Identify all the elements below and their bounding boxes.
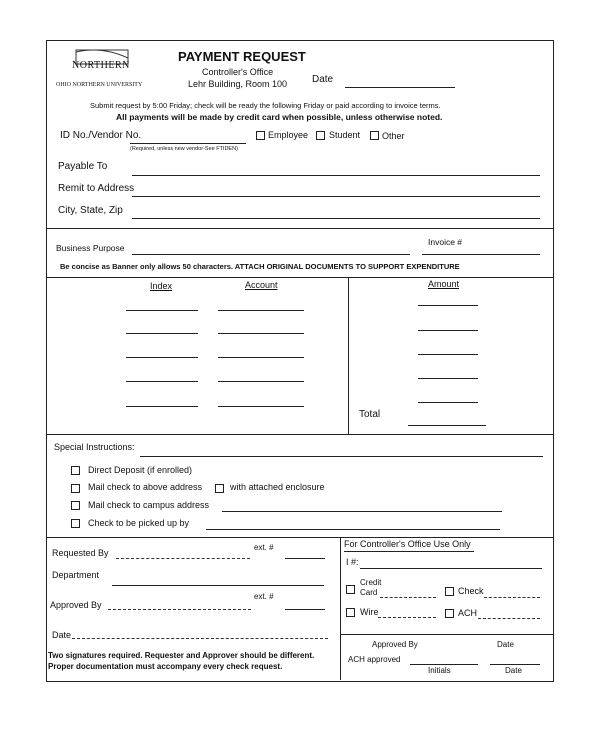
check-field[interactable]	[484, 597, 540, 598]
amount-header: Amount	[428, 279, 460, 289]
initials-label: Initials	[428, 666, 451, 675]
ext-field-1[interactable]	[285, 558, 325, 559]
divider-2	[46, 277, 553, 278]
approved-by-office-label: Approved By	[372, 640, 418, 649]
university-logo	[56, 48, 156, 94]
ach-checkbox[interactable]	[445, 609, 454, 618]
amount-field-3[interactable]	[418, 354, 478, 355]
page-title: PAYMENT REQUEST	[178, 49, 306, 64]
approved-by-field[interactable]	[108, 609, 251, 610]
index-field-3[interactable]	[126, 357, 198, 358]
amount-field-2[interactable]	[418, 330, 478, 331]
divider-4	[46, 537, 553, 538]
city-field[interactable]	[132, 218, 540, 219]
invoice-label: Invoice #	[428, 237, 463, 247]
ach-field[interactable]	[478, 618, 540, 619]
student-checkbox[interactable]	[316, 131, 325, 140]
direct-deposit-label: Direct Deposit (if enrolled)	[88, 465, 193, 475]
total-label: Total	[359, 409, 381, 420]
business-purpose-field[interactable]	[132, 254, 410, 255]
employee-label: Employee	[268, 130, 309, 140]
total-field[interactable]	[408, 425, 486, 426]
footer-line-2: Proper documentation must accompany every check request.	[48, 662, 283, 671]
index-field-4[interactable]	[126, 381, 198, 382]
ach-approved-field[interactable]	[410, 664, 478, 665]
id-vendor-hint: (Required, unless new vendor-See FTIDEN)	[130, 146, 238, 152]
department-field[interactable]	[112, 585, 324, 586]
pickup-field[interactable]	[206, 529, 500, 530]
wire-checkbox[interactable]	[346, 608, 355, 617]
index-field-5[interactable]	[126, 406, 198, 407]
other-checkbox[interactable]	[370, 131, 379, 140]
amount-field-1[interactable]	[418, 305, 478, 306]
credit-card-checkbox[interactable]	[346, 585, 355, 594]
remit-to-field[interactable]	[132, 196, 540, 197]
ach-label: ACH	[458, 608, 478, 618]
employee-checkbox[interactable]	[256, 131, 265, 140]
office-name: Controller's Office	[202, 67, 274, 77]
other-label: Other	[382, 131, 405, 141]
mail-campus-field[interactable]	[222, 511, 502, 512]
check-label: Check	[458, 586, 484, 596]
mail-campus-checkbox[interactable]	[71, 501, 80, 510]
submit-note: Submit request by 5:00 Friday; check will be ready the following Friday or paid according to invoice terms.	[90, 101, 441, 110]
special-instructions-label: Special Instructions:	[54, 442, 135, 452]
index-field-2[interactable]	[126, 333, 198, 334]
account-header: Account	[245, 280, 278, 290]
date-col-label: Date	[497, 640, 514, 649]
amount-field-5[interactable]	[418, 402, 478, 403]
student-label: Student	[329, 130, 361, 140]
account-field-4[interactable]	[218, 381, 304, 382]
office-use-title-underline	[344, 551, 474, 552]
remit-to-label: Remit to Address	[58, 183, 135, 194]
date-bottom-label: Date	[505, 666, 522, 675]
invoice-field[interactable]	[422, 254, 540, 255]
requested-by-label: Requested By	[52, 548, 109, 558]
index-header: Index	[150, 281, 173, 291]
approved-by-label: Approved By	[50, 600, 102, 610]
concise-note: Be concise as Banner only allows 50 characters. ATTACH ORIGINAL DOCUMENTS TO SUPPORT EXPENDITURE	[60, 262, 460, 271]
mail-campus-label: Mail check to campus address	[88, 500, 210, 510]
date-field[interactable]	[345, 87, 455, 88]
credit-card-label-line2: Card	[360, 588, 378, 597]
logo-word: NORTHERN	[72, 60, 130, 71]
office-use-title: For Controller's Office Use Only	[344, 539, 471, 549]
if-field[interactable]	[360, 568, 542, 569]
divider-3	[46, 434, 553, 435]
direct-deposit-checkbox[interactable]	[71, 466, 80, 475]
id-vendor-field[interactable]	[130, 143, 246, 144]
account-field-3[interactable]	[218, 357, 304, 358]
requested-by-field[interactable]	[116, 558, 250, 559]
account-field-2[interactable]	[218, 333, 304, 334]
credit-card-label-line1: Credit	[360, 578, 382, 587]
department-label: Department	[52, 570, 100, 580]
credit-card-field[interactable]	[380, 597, 436, 598]
divider-1	[46, 228, 553, 229]
wire-field[interactable]	[378, 617, 436, 618]
account-field-1[interactable]	[218, 310, 304, 311]
special-instructions-field[interactable]	[140, 456, 543, 457]
payable-to-label: Payable To	[58, 161, 108, 172]
enclosure-checkbox[interactable]	[215, 484, 224, 493]
date-sign-field[interactable]	[72, 638, 328, 639]
account-field-5[interactable]	[218, 406, 304, 407]
amount-column-divider	[348, 277, 349, 434]
office-location: Lehr Building, Room 100	[188, 79, 288, 89]
amount-field-4[interactable]	[418, 378, 478, 379]
divider-5	[340, 634, 553, 635]
office-column-divider	[340, 537, 341, 680]
ext-label-1: ext. #	[254, 543, 274, 552]
wire-label: Wire	[360, 607, 379, 617]
ach-date-field[interactable]	[490, 664, 540, 665]
enclosure-label: with attached enclosure	[230, 482, 325, 492]
ext-label-2: ext. #	[254, 592, 274, 601]
index-field-1[interactable]	[126, 310, 198, 311]
ext-field-2[interactable]	[285, 609, 325, 610]
payable-to-field[interactable]	[132, 175, 540, 176]
pickup-checkbox[interactable]	[71, 519, 80, 528]
check-checkbox[interactable]	[445, 587, 454, 596]
business-purpose-label: Business Purpose	[56, 243, 125, 253]
date-label: Date	[312, 74, 334, 85]
footer-line-1: Two signatures required. Requester and Approver should be different.	[48, 651, 315, 660]
credit-card-note: All payments will be made by credit card when possible, unless otherwise noted.	[116, 112, 443, 122]
mail-above-checkbox[interactable]	[71, 484, 80, 493]
ach-approved-label: ACH approved	[348, 655, 401, 664]
logo-university: OHIO NORTHERN UNIVERSITY	[56, 82, 143, 88]
city-label: City, State, Zip	[58, 205, 123, 216]
date-sign-label: Date	[52, 630, 72, 640]
if-label: I #:	[346, 557, 359, 567]
mail-above-label: Mail check to above address	[88, 482, 203, 492]
id-vendor-label: ID No./Vendor No.	[60, 130, 142, 141]
pickup-label: Check to be picked up by	[88, 518, 190, 528]
